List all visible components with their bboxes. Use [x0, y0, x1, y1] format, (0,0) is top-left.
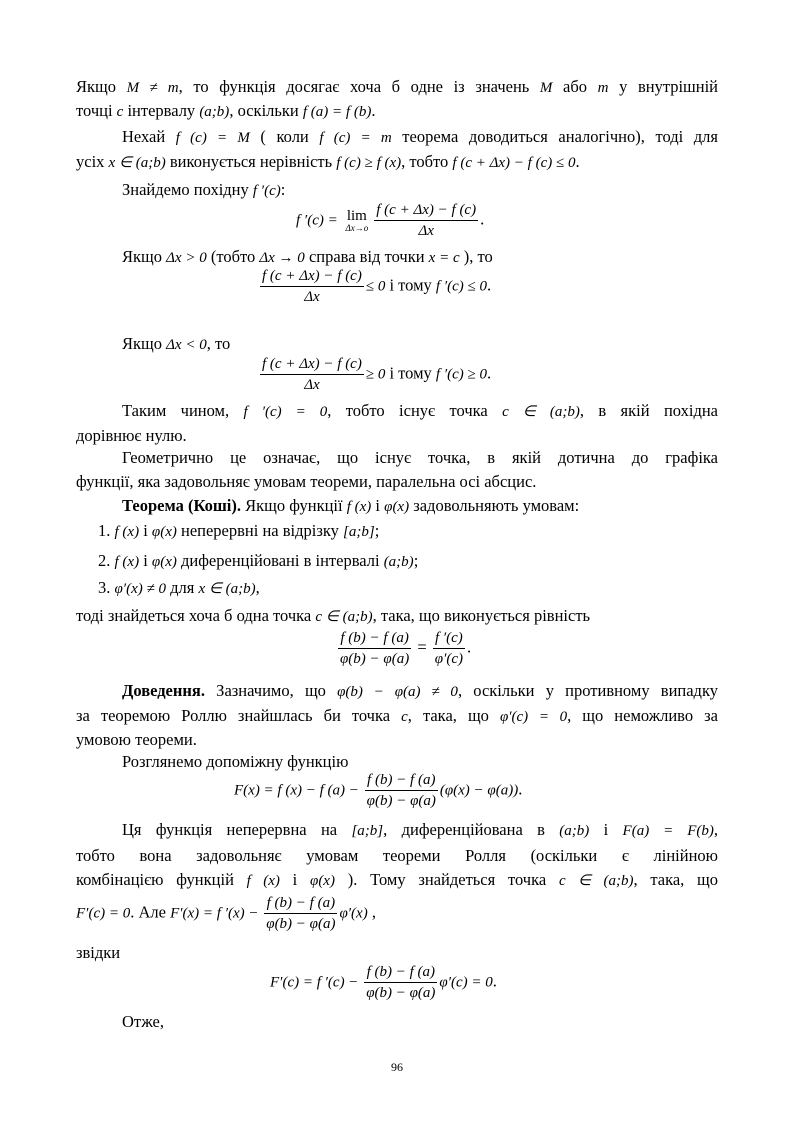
fraction: [364, 962, 437, 1003]
math: f ′(c): [252, 183, 281, 199]
math: φ(b) − φ(a) ≠ 0: [337, 684, 458, 700]
text-line: [122, 1012, 718, 1032]
math: ≤ 0: [365, 278, 386, 295]
text: (тобто: [206, 247, 260, 266]
text-line: [76, 846, 718, 866]
text: ( коли: [249, 127, 320, 146]
list-item: [98, 551, 740, 572]
text-line: [122, 752, 718, 772]
text: ), то: [459, 247, 493, 266]
math: F′(c) = 0: [76, 905, 131, 922]
denominator: Δx: [418, 223, 434, 239]
lim-text: lim: [346, 207, 367, 224]
denominator: Δx: [304, 289, 320, 305]
text: неперервні на відрізку: [176, 521, 344, 540]
text-line: [76, 706, 718, 727]
text: інтервалу: [123, 101, 200, 120]
math: M: [539, 80, 553, 96]
numerator: f ′(c): [433, 628, 465, 649]
text: Якщо: [76, 77, 127, 96]
text: .: [487, 275, 492, 295]
text: тоді знайдеться хоча б одна точка: [76, 606, 316, 625]
text: , така, що: [407, 706, 500, 725]
math: f (c) = M: [175, 130, 250, 146]
text: у внутрішній: [608, 77, 719, 96]
text: і: [371, 496, 385, 515]
text: , оскільки: [229, 101, 303, 120]
fraction: [260, 354, 364, 395]
math: F(x) = f (x) − f (a) −: [234, 782, 363, 799]
denominator: Δx: [304, 377, 320, 393]
text: ;: [413, 551, 419, 570]
equation: [336, 628, 536, 669]
text-line: [122, 180, 718, 201]
math: Δx < 0: [166, 337, 207, 353]
math: (a;b): [383, 554, 414, 570]
equation: [234, 770, 594, 811]
fraction: [264, 893, 337, 934]
math: φ(x): [151, 524, 177, 540]
text-line: [76, 606, 718, 627]
theorem-title: Теорема (Коші).: [122, 496, 241, 515]
numerator: f (b) − f (a): [264, 893, 337, 914]
fraction: [374, 200, 478, 241]
math: F′(x) = f ′(x) −: [170, 905, 263, 922]
text: і: [279, 870, 311, 889]
text: ;: [374, 521, 380, 540]
numerator: f (b) − f (a): [338, 628, 411, 649]
text: і: [139, 521, 152, 540]
math: M ≠ m: [126, 80, 179, 96]
numerator: f (c + Δx) − f (c): [374, 200, 478, 221]
text: ,: [713, 820, 719, 839]
text: теорема доводиться аналогічно), тоді для: [391, 127, 718, 146]
math: c ∈ (a;b): [315, 609, 373, 625]
text-line: [76, 426, 718, 446]
text-line: [76, 730, 718, 750]
text: Таким чином,: [122, 401, 244, 420]
math: φ(x): [151, 554, 177, 570]
text: Нехай: [122, 127, 176, 146]
text: ,: [255, 578, 260, 597]
numerator: f (c + Δx) − f (c): [260, 266, 364, 287]
text: або: [552, 77, 598, 96]
math: f ′(c) ≤ 0: [435, 278, 488, 295]
math: f (a) = f (b): [302, 104, 372, 120]
math: φ′(c) = 0: [439, 974, 493, 991]
text: , така, що: [633, 870, 719, 889]
text-line: [76, 943, 718, 963]
math: Δx → 0: [259, 250, 305, 266]
text: , диференційована в: [383, 820, 560, 839]
text: і: [139, 551, 152, 570]
text: за теоремою Роллю знайшлась би точка: [76, 706, 402, 725]
text: дорівнює нулю.: [76, 426, 187, 445]
lim-subscript: Δx→o: [345, 222, 369, 233]
list-number: 1.: [98, 521, 115, 540]
math: φ′(c) = 0: [499, 709, 568, 725]
text: .: [487, 363, 492, 383]
text: точці: [76, 101, 117, 120]
denominator: φ(b) − φ(a): [340, 651, 410, 667]
list-item: [98, 521, 740, 542]
equals-sign: =: [413, 637, 431, 657]
math: c: [116, 104, 124, 120]
math: x ∈ (a;b): [198, 581, 256, 597]
math: f ′(c) = 0: [243, 404, 328, 420]
math: x ∈ (a;b): [108, 155, 166, 171]
math: (a;b): [559, 823, 590, 839]
proof-heading: [122, 681, 718, 702]
denominator: φ′(c): [434, 651, 463, 667]
text: , то функція досягає хоча б одне із значень: [178, 77, 540, 96]
math: f (c + Δx) − f (c) ≤ 0: [452, 155, 576, 171]
math: c: [401, 709, 408, 725]
math: f (c) ≥ f (x): [336, 155, 402, 171]
text: Якщо функції: [240, 496, 347, 515]
text: умовою теореми.: [76, 730, 197, 749]
denominator: φ(b) − φ(a): [266, 916, 336, 932]
text: , то: [206, 334, 231, 353]
text: , така, що виконується рівність: [372, 606, 591, 625]
text-line: [76, 152, 718, 173]
equation: [270, 962, 610, 1003]
math: φ′(x) ≠ 0: [114, 581, 166, 597]
math: (a;b): [199, 104, 230, 120]
fraction: [365, 770, 438, 811]
text: Якщо: [122, 334, 167, 353]
denominator: φ(b) − φ(a): [366, 985, 436, 1001]
math: (φ(x) − φ(a)): [439, 782, 519, 799]
list-number: 2.: [98, 551, 115, 570]
text: .: [575, 152, 580, 171]
text: . Але: [130, 902, 171, 922]
text: диференційовані в інтервалі: [176, 551, 384, 570]
math: ≥ 0: [365, 366, 386, 383]
denominator: φ(b) − φ(a): [366, 793, 436, 809]
text: , тобто: [401, 152, 453, 171]
limit: [345, 209, 368, 233]
text-line: [122, 401, 718, 422]
text: і тому: [385, 363, 436, 383]
text: тобто вона задовольняє умовам теореми Ролля (оскільки є лінійною: [76, 846, 718, 865]
text: , тобто існує точка: [327, 401, 503, 420]
text: .: [371, 101, 376, 120]
text: , в якій похідна: [579, 401, 718, 420]
fraction: [338, 628, 411, 669]
text: функції, яка задовольняє умовам теореми, паралельна осі абсцис.: [76, 472, 537, 491]
text-line: [76, 893, 718, 934]
numerator: f (c + Δx) − f (c): [260, 354, 364, 375]
text-line: [122, 247, 718, 268]
proof-title: Доведення.: [122, 681, 205, 700]
text: і тому: [385, 275, 436, 295]
text: усіх: [76, 152, 109, 171]
fraction: [433, 628, 465, 669]
equation: [296, 200, 616, 241]
math: F′(c) = f ′(c) −: [270, 974, 363, 991]
text: Розглянемо допоміжну функцію: [122, 752, 349, 771]
text: Геометрично це означає, що існує точка, в якій дотична до графіка: [122, 448, 718, 467]
text: і: [589, 820, 623, 839]
page-number: 96: [391, 1060, 403, 1074]
text-line: [122, 448, 718, 468]
list-number: 3.: [98, 578, 115, 597]
text: справа від точки: [304, 247, 429, 266]
text-line: [122, 127, 718, 148]
text: , що неможливо за: [567, 706, 718, 725]
text: комбінацією функцій: [76, 870, 247, 889]
numerator: f (b) − f (a): [365, 770, 438, 791]
math: f ′(c) ≥ 0: [435, 366, 488, 383]
math: φ′(x): [339, 905, 368, 922]
text: задовольняють умовам:: [409, 496, 580, 515]
math: f (x): [114, 554, 140, 570]
text: , оскільки у противному випадку: [457, 681, 718, 700]
text-line: [122, 334, 718, 355]
math: Δx > 0: [166, 250, 207, 266]
math: F(a) = F(b): [622, 823, 714, 839]
math: f (x): [114, 524, 140, 540]
math: [a;b]: [343, 524, 375, 540]
math: φ(x): [310, 873, 335, 889]
list-item: [98, 578, 740, 599]
text-line: [122, 820, 718, 841]
fraction: [260, 266, 364, 307]
text: виконується нерівність: [165, 152, 337, 171]
math: f (x): [246, 873, 280, 889]
text-line: [76, 101, 718, 122]
text: Зазначимо, що: [204, 681, 338, 700]
theorem-heading: [122, 496, 718, 517]
math: f (x): [346, 499, 372, 515]
text: ,: [367, 902, 376, 922]
text: :: [280, 180, 286, 199]
numerator: f (b) − f (a): [364, 962, 437, 983]
math: m: [597, 80, 609, 96]
text: .: [492, 971, 497, 991]
text: .: [467, 637, 472, 657]
text: ). Тому знайдеться точка: [334, 870, 559, 889]
text: звідки: [76, 943, 121, 962]
math: f ′(c) =: [296, 212, 342, 229]
text: Ця функція неперервна на: [122, 820, 352, 839]
math: φ(x): [384, 499, 410, 515]
math: [a;b]: [351, 823, 384, 839]
equation: [258, 354, 618, 395]
text-line: [76, 77, 718, 98]
text-line: [76, 472, 718, 492]
text: .: [518, 779, 523, 799]
math: c ∈ (a;b): [502, 404, 580, 420]
math: c ∈ (a;b): [558, 873, 634, 889]
text: Отже,: [122, 1012, 164, 1031]
math: f (c) = m: [319, 130, 392, 146]
text: для: [165, 578, 199, 597]
text: Якщо: [122, 247, 167, 266]
equation: [258, 266, 618, 307]
math: x = c: [428, 250, 460, 266]
text: .: [480, 209, 485, 229]
text-line: [76, 870, 718, 891]
text: Знайдемо похідну: [122, 180, 253, 199]
